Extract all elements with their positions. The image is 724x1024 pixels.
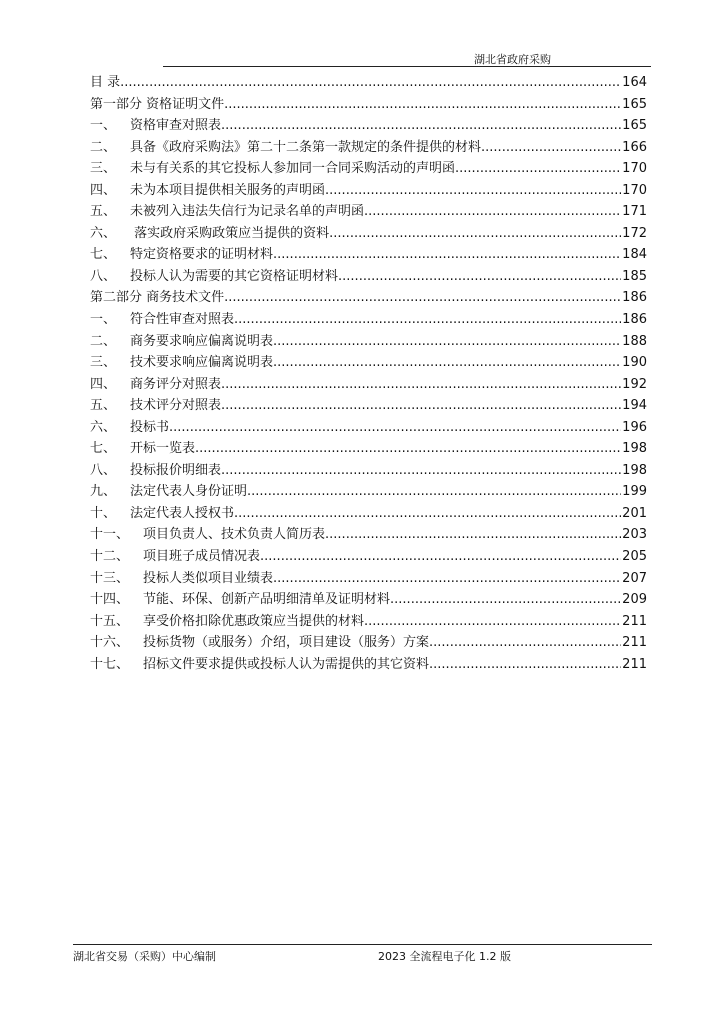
- header-rule: [163, 66, 651, 67]
- toc-entry-number: 八、: [90, 268, 117, 284]
- toc-entry-title: 未为本项目提供相关服务的声明函: [130, 182, 326, 198]
- toc-entry[interactable]: [90, 137, 647, 159]
- toc-entry-page: 199: [622, 484, 647, 500]
- toc-entry[interactable]: [90, 352, 647, 374]
- toc-entry-title: 开标一览表: [130, 441, 196, 457]
- toc-entry-page: 166: [622, 139, 647, 155]
- toc-entry[interactable]: [90, 481, 647, 503]
- toc-entry-number: 十六、: [90, 635, 130, 651]
- toc-leader-dots: [338, 266, 621, 288]
- toc-leader-dots: [273, 352, 621, 374]
- toc-leader-dots: [260, 546, 621, 568]
- toc-entry-title: 第二部分 商务技术文件: [90, 290, 225, 306]
- toc-entry-number: 十四、: [90, 592, 130, 608]
- toc-entry[interactable]: [90, 201, 647, 223]
- toc-entry-page: 207: [622, 570, 647, 586]
- toc-leader-dots: [364, 201, 621, 223]
- toc-entry-page: 201: [622, 505, 647, 521]
- toc-entry-title: 技术要求响应偏离说明表: [130, 355, 274, 371]
- toc-entry-page: 211: [622, 613, 647, 629]
- toc-entry-page: 171: [622, 204, 647, 220]
- toc-leader-dots: [224, 287, 621, 309]
- toc-entry-number: 一、: [90, 312, 117, 328]
- toc-entry-title: 第一部分 资格证明文件: [90, 96, 225, 112]
- footer-rule: [73, 944, 652, 945]
- toc-entry[interactable]: [90, 94, 647, 116]
- toc-entry[interactable]: [90, 374, 647, 396]
- toc-entry-number: 十一、: [90, 527, 130, 543]
- toc-entry-title: 商务评分对照表: [130, 376, 222, 392]
- toc-leader-dots: [273, 568, 621, 590]
- toc-entry[interactable]: [90, 611, 647, 633]
- header-title: 湖北省政府采购: [474, 53, 551, 66]
- toc-entry-title: 投标报价明细表: [130, 462, 222, 478]
- toc-entry-page: 196: [622, 419, 647, 435]
- toc-entry-page: 205: [622, 549, 647, 565]
- toc-entry-title: 具备《政府采购法》第二十二条第一款规定的条件提供的材料: [130, 139, 482, 155]
- toc-entry-number: 十二、: [90, 549, 130, 565]
- toc-entry-title: 商务要求响应偏离说明表: [130, 333, 274, 349]
- toc-entry-page: 190: [622, 355, 647, 371]
- toc-entry-title: 目 录: [90, 75, 121, 90]
- toc-entry-number: 五、: [90, 398, 117, 414]
- toc-entry-title: 投标人类似项目业绩表: [143, 570, 274, 586]
- toc-leader-dots: [273, 244, 621, 266]
- toc-entry-number: 十三、: [90, 570, 130, 586]
- toc-entry-page: 211: [622, 635, 647, 651]
- table-of-contents: [90, 72, 647, 675]
- toc-entry-title: 落实政府采购政策应当提供的资料: [130, 225, 330, 241]
- toc-entry[interactable]: [90, 309, 647, 331]
- toc-entry[interactable]: [90, 546, 647, 568]
- toc-entry[interactable]: [90, 654, 647, 676]
- toc-entry-number: 三、: [90, 355, 117, 371]
- toc-entry[interactable]: [90, 223, 647, 245]
- toc-leader-dots: [224, 94, 621, 116]
- toc-leader-dots: [364, 611, 621, 633]
- toc-leader-dots: [455, 158, 621, 180]
- toc-entry-number: 四、: [90, 182, 117, 198]
- toc-entry-number: 十五、: [90, 613, 130, 629]
- toc-entry[interactable]: [90, 244, 647, 266]
- toc-entry[interactable]: [90, 180, 647, 202]
- footer-publisher: 湖北省交易（采购）中心编制: [73, 950, 216, 963]
- toc-entry[interactable]: [90, 524, 647, 546]
- toc-leader-dots: [221, 460, 621, 482]
- toc-leader-dots: [429, 632, 621, 654]
- toc-entry-title: 符合性审查对照表: [130, 312, 235, 328]
- toc-entry-title: 技术评分对照表: [130, 398, 222, 414]
- toc-entry-number: 九、: [90, 484, 117, 500]
- toc-leader-dots: [390, 589, 621, 611]
- toc-entry-number: 八、: [90, 462, 117, 478]
- toc-leader-dots: [234, 503, 621, 525]
- toc-entry-page: 164: [622, 75, 647, 90]
- toc-leader-dots: [273, 331, 621, 353]
- toc-entry-title: 享受价格扣除优惠政策应当提供的材料: [143, 613, 365, 629]
- toc-entry-page: 165: [622, 96, 647, 112]
- toc-leader-dots: [234, 309, 621, 331]
- toc-entry-number: 六、: [90, 419, 117, 435]
- toc-entry[interactable]: [90, 115, 647, 137]
- toc-entry-number: 四、: [90, 376, 117, 392]
- toc-entry-number: 二、: [90, 333, 117, 349]
- toc-entry[interactable]: [90, 460, 647, 482]
- footer-version: 2023 全流程电子化 1.2 版: [378, 950, 511, 963]
- toc-entry-title: 特定资格要求的证明材料: [130, 247, 274, 263]
- toc-entry-title: 资格审查对照表: [130, 118, 222, 134]
- toc-entry-page: 192: [622, 376, 647, 392]
- toc-leader-dots: [247, 481, 621, 503]
- toc-leader-dots: [325, 180, 621, 202]
- toc-leader-dots: [481, 137, 621, 159]
- toc-leader-dots: [329, 223, 621, 245]
- toc-entry-page: 209: [622, 592, 647, 608]
- toc-entry[interactable]: [90, 417, 647, 439]
- toc-entry-page: 165: [622, 118, 647, 134]
- toc-leader-dots: [325, 524, 621, 546]
- toc-entry-number: 十、: [90, 505, 117, 521]
- toc-leader-dots: [195, 438, 621, 460]
- toc-entry[interactable]: [90, 589, 647, 611]
- toc-entry-number: 二、: [90, 139, 117, 155]
- toc-entry-title: 投标人认为需要的其它资格证明材料: [130, 268, 339, 284]
- toc-entry-page: 203: [622, 527, 647, 543]
- toc-entry[interactable]: [90, 568, 647, 590]
- toc-entry[interactable]: [90, 287, 647, 309]
- toc-entry-page: 184: [622, 247, 647, 263]
- toc-leader-dots: [221, 395, 621, 417]
- toc-entry-page: 198: [622, 462, 647, 478]
- toc-entry-number: 五、: [90, 204, 117, 220]
- toc-entry-title: 节能、环保、创新产品明细清单及证明材料: [143, 592, 391, 608]
- toc-entry-page: 170: [622, 182, 647, 198]
- toc-entry-page: 198: [622, 441, 647, 457]
- toc-entry-title: 未被列入违法失信行为记录名单的声明函: [130, 204, 365, 220]
- toc-entry-title: 投标书: [130, 419, 170, 435]
- toc-entry[interactable]: [90, 72, 647, 94]
- toc-leader-dots: [169, 417, 621, 439]
- toc-entry-page: 172: [622, 225, 647, 241]
- toc-entry-number: 七、: [90, 441, 117, 457]
- toc-leader-dots: [221, 115, 621, 137]
- toc-entry-title: 项目负责人、技术负责人简历表: [143, 527, 326, 543]
- toc-entry-title: 法定代表人身份证明: [130, 484, 248, 500]
- toc-entry[interactable]: [90, 331, 647, 353]
- toc-entry[interactable]: [90, 503, 647, 525]
- toc-entry-page: 194: [622, 398, 647, 414]
- toc-leader-dots: [429, 654, 621, 676]
- toc-entry-page: 185: [622, 268, 647, 284]
- toc-entry-number: 六、: [90, 225, 117, 241]
- toc-entry-title: 投标货物（或服务）介绍，项目建设（服务）方案: [143, 635, 430, 651]
- toc-entry-title: 法定代表人授权书: [130, 505, 235, 521]
- toc-entry-page: 211: [622, 656, 647, 672]
- toc-entry[interactable]: [90, 632, 647, 654]
- toc-entry[interactable]: [90, 158, 647, 180]
- toc-entry-title: 未与有关系的其它投标人参加同一合同采购活动的声明函: [130, 161, 456, 177]
- toc-entry-number: 七、: [90, 247, 117, 263]
- toc-entry-number: 三、: [90, 161, 117, 177]
- toc-entry-title: 项目班子成员情况表: [143, 549, 261, 565]
- toc-leader-dots: [120, 72, 621, 94]
- toc-entry-page: 170: [622, 161, 647, 177]
- toc-entry-page: 186: [622, 312, 647, 328]
- toc-entry[interactable]: [90, 395, 647, 417]
- toc-entry[interactable]: [90, 266, 647, 288]
- toc-entry-number: 一、: [90, 118, 117, 134]
- toc-leader-dots: [221, 374, 621, 396]
- toc-entry-title: 招标文件要求提供或投标人认为需提供的其它资料: [143, 656, 430, 672]
- toc-entry-page: 186: [622, 290, 647, 306]
- toc-entry[interactable]: [90, 438, 647, 460]
- toc-entry-page: 188: [622, 333, 647, 349]
- toc-entry-number: 十七、: [90, 656, 130, 672]
